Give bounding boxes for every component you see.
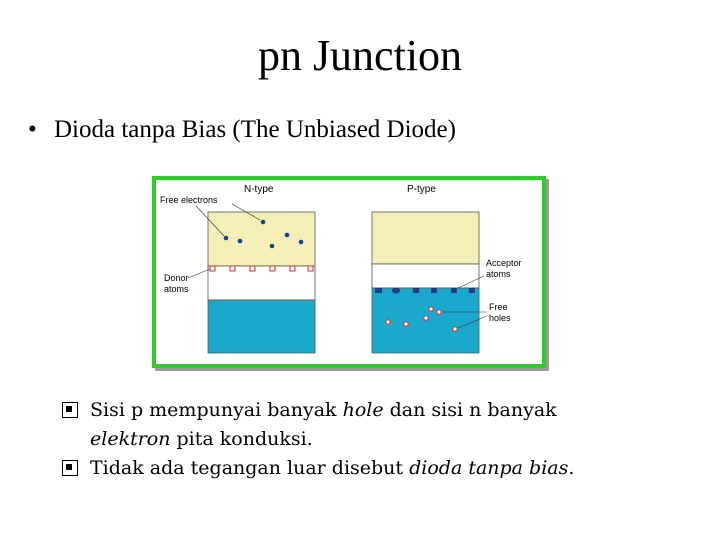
- pn-junction-figure: [152, 176, 546, 368]
- free-holes-label-2: holes: [489, 313, 511, 323]
- note-italic-text: dioda tanpa bias: [409, 457, 569, 479]
- note-italic-text: elektron: [90, 428, 171, 450]
- bullet-item: [28, 116, 456, 144]
- free-holes-label-1: Free: [489, 302, 508, 312]
- free-hole: [437, 310, 441, 314]
- acceptor-atom: [413, 288, 419, 293]
- acceptor-atoms-label-1: Acceptor: [486, 258, 522, 268]
- free-hole: [386, 320, 390, 324]
- acceptor-atom: [451, 288, 457, 293]
- acceptor-atom: [431, 288, 437, 293]
- donor-atoms-label-1: Donor: [164, 273, 189, 283]
- free-hole: [453, 327, 457, 331]
- free-electron: [270, 244, 275, 249]
- n-type-label: N-type: [244, 184, 274, 195]
- note-text: Sisi p mempunyai banyak: [90, 399, 343, 421]
- checkbox-bullet-icon: [62, 460, 78, 476]
- pn-junction-diagram: [156, 180, 542, 364]
- n-type-block: [208, 212, 315, 353]
- free-electrons-label: Free electrons: [160, 195, 218, 205]
- note-text: pita konduksi.: [170, 428, 313, 450]
- bullet-text: Dioda tanpa Bias (The Unbiased Diode): [54, 116, 456, 143]
- free-electron: [261, 220, 266, 225]
- slide-title: pn Junction: [257, 31, 463, 80]
- note-item-2: [62, 454, 574, 483]
- donor-atoms-leader: [188, 269, 210, 278]
- note-item-1: [62, 396, 574, 454]
- free-electron: [285, 233, 290, 238]
- n-type-middle-region: [208, 266, 315, 300]
- note-text: dan sisi n banyak: [383, 399, 557, 421]
- note-text: .: [568, 457, 575, 479]
- notes-list: [62, 396, 574, 483]
- p-type-label: P-type: [407, 184, 436, 195]
- free-hole: [404, 322, 408, 326]
- p-type-top-region: [372, 212, 479, 264]
- note-text: Tidak ada tegangan luar disebut: [90, 457, 410, 479]
- n-type-bottom-region: [208, 300, 315, 353]
- p-type-middle-region: [372, 264, 479, 288]
- note-continuation: [90, 425, 574, 454]
- free-electron: [299, 240, 304, 245]
- free-hole: [424, 316, 428, 320]
- acceptor-atom: [375, 288, 382, 293]
- note-italic-text: hole: [342, 399, 384, 421]
- free-electron: [224, 236, 229, 241]
- acceptor-atom: [392, 288, 400, 294]
- checkbox-bullet-icon: [62, 402, 78, 418]
- free-electron: [238, 239, 243, 244]
- free-hole: [429, 307, 433, 311]
- bullet-symbol: •: [28, 116, 37, 143]
- acceptor-atom: [469, 288, 475, 293]
- donor-atoms-label-2: atoms: [164, 284, 189, 294]
- acceptor-atoms-label-2: atoms: [486, 269, 511, 279]
- p-type-block: [372, 212, 479, 353]
